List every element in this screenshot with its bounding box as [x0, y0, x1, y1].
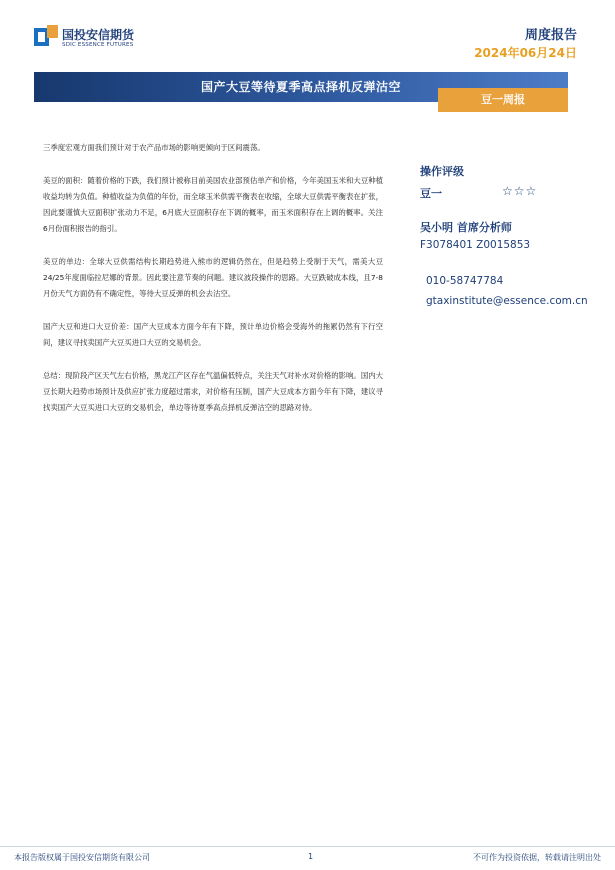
body-paragraph: 总结：现阶段产区天气左右价格，黑龙江产区存在气温偏低特点，关注天气对补水对价格的影响。国内大豆长期大趋势市场预计及供应扩张力度超过需求，对价格有压制，国产大豆成本方面今年有下降，建议寻找卖国产大豆买进口大豆的交易机会，单边等待夏季高点择机反弹沽空的思路对待。 — [43, 371, 383, 412]
contact-email[interactable]: gtaxinstitute@essence.com.cn — [426, 295, 588, 307]
footer-disclaimer: 不可作为投资依据，转载请注明出处 — [473, 853, 601, 862]
report-title: 国产大豆等待夏季高点择机反弹沽空 — [200, 80, 401, 94]
star-rating-icon: ☆☆☆ — [502, 184, 538, 198]
side-panel — [420, 163, 615, 307]
report-date: 2024年06月24日 — [474, 46, 577, 60]
report-tag: 豆一周报 — [438, 88, 568, 112]
analyst-name: 吴小明 首席分析师 — [420, 221, 512, 234]
body-paragraph: 国产大豆和进口大豆价差：国产大豆成本方面今年有下降，预计单边价格会受海外的拖累仍然有下行空间，建议寻找卖国产大豆买进口大豆的交易机会。 — [43, 322, 383, 347]
footer-divider — [0, 846, 615, 847]
body-paragraph: 美豆的单边：全球大豆供需结构长期趋势进入熊市的逻辑仍然在，但是趋势上受制于天气，需美大豆24/25年度面临拉尼娜的背景。因此要注意节奏的问题。建议波段操作的思路。大豆跌破成本线，且7-8月份天气方面仍有不确定性，等待大豆反弹的机会去沽空。 — [43, 257, 383, 298]
company-logo — [34, 25, 154, 51]
logo-name-en: SDIC ESSENCE FUTURES — [62, 42, 134, 48]
body-paragraph: 美豆的面积：随着价格的下跌，我们预计被称目前美国农业部预估单产和价格，今年美国玉米和大豆种植收益均转为负值。种植收益为负值的年份，而全球玉米供需平衡表在收缩，全球大豆供需平衡表在扩张，因此要谨慎大豆面积扩张动力不足，6月底大豆面积存在下调的概率，而玉米面积存在上调的概率。关注6月份面积报告的指引。 — [43, 176, 383, 233]
contact-phone: 010-58747784 — [426, 275, 504, 287]
report-type: 周度报告 — [524, 28, 577, 43]
rating-heading: 操作评级 — [420, 165, 464, 178]
company-logo-icon — [34, 25, 58, 49]
report-body — [43, 140, 383, 433]
footer-copyright: 本报告版权属于国投安信期货有限公司 — [14, 853, 150, 862]
logo-name-cn: 国投安信期货 — [62, 28, 135, 42]
page-number: 1 — [308, 852, 314, 861]
analyst-certificate: F3078401 Z0015853 — [420, 239, 531, 251]
rating-row — [420, 185, 615, 201]
rating-item: 豆一 — [420, 187, 442, 200]
body-paragraph: 三季度宏观方面我们预计对于农产品市场的影响更倾向于区间震荡。 — [43, 143, 265, 152]
